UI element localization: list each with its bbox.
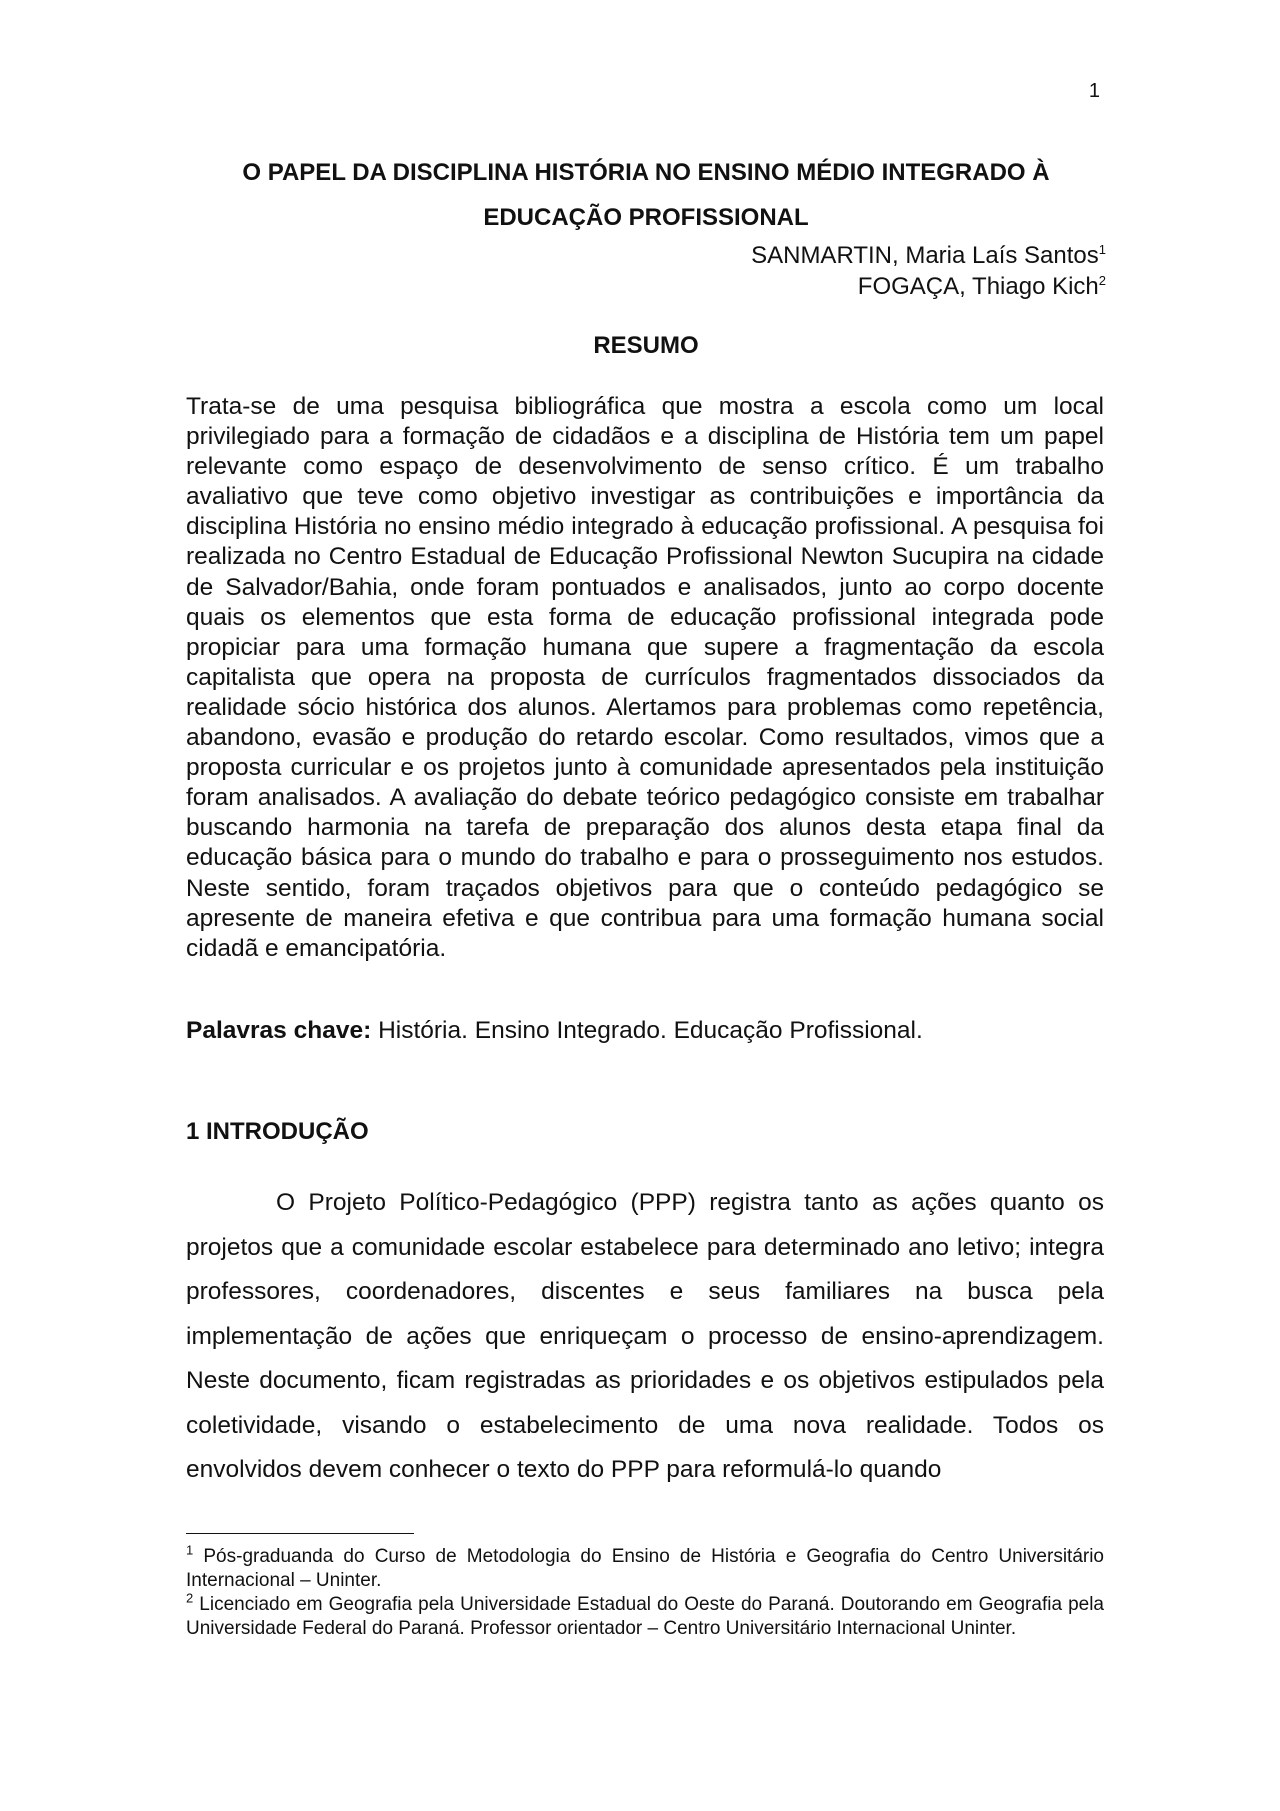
footnotes <box>186 1542 1104 1641</box>
author-list <box>186 240 1106 302</box>
footnote-marker: 2 <box>186 1590 194 1606</box>
author-name: FOGAÇA, Thiago Kich <box>857 273 1099 300</box>
footnote-ref: 2 <box>1098 273 1106 288</box>
footnote-marker: 1 <box>186 1542 194 1558</box>
author-name: SANMARTIN, Maria Laís Santos <box>751 242 1099 269</box>
abstract-heading: RESUMO <box>593 332 699 359</box>
footnote <box>186 1590 1104 1641</box>
intro-paragraph: O Projeto Político-Pedagógico (PPP) registra tanto as ações quanto os projetos que a comunidade escolar estabelece para determinado ano letivo; integra professores, coordenadores, discentes e seus familiares na busca pela implementação de ações que enriqueçam o processo de ensino-aprendizagem. Neste documento, ficam registradas as prioridades e os objetivos estipulados pela coletividade, visando o estabelecimento de uma nova realidade. Todos os envolvidos devem conhecer o texto do PPP para reformulá-lo quando <box>186 1189 1104 1483</box>
abstract-text: Trata-se de uma pesquisa bibliográfica que mostra a escola como um local privilegiado para a formação de cidadãos e a disciplina de História tem um papel relevante como espaço de desenvolvimento de senso crítico. É um trabalho avaliativo que teve como objetivo investigar as contribuições e importância da disciplina História no ensino médio integrado à educação profissional. A pesquisa foi realizada no Centro Estadual de Educação Profissional Newton Sucupira na cidade de Salvador/Bahia, onde foram pontuados e analisados, junto ao corpo docente quais os elementos que esta forma de educação profissional integrada pode propiciar para uma formação humana que supere a fragmentação da escola capitalista que opera na proposta de currículos fragmentados dissociados da realidade sócio histórica dos alunos. Alertamos para problemas como repetência, abandono, evasão e produção do retardo escolar. Como resultados, vimos que a proposta curricular e os projetos junto à comunidade apresentados pela instituição foram analisados. A avaliação do debate teórico pedagógico consiste em trabalhar buscando harmonia na tarefa de preparação dos alunos desta etapa final da educação básica para o mundo do trabalho e para o prosseguimento nos estudos. Neste sentido, foram traçados objetivos para que o conteúdo pedagógico se apresente de maneira efetiva e que contribua para uma formação humana social cidadã e emancipatória. <box>186 393 1104 962</box>
footnote-text: Licenciado em Geografia pela Universidade Estadual do Oeste do Paraná. Doutorando em Geografia pela Universidade Federal do Paraná. Professor orientador – Centro Universitário Internacional Uninter. <box>186 1594 1104 1639</box>
footnote-ref: 1 <box>1098 242 1106 257</box>
footnote-separator <box>186 1533 414 1534</box>
author-entry <box>186 271 1106 302</box>
section-heading: 1 INTRODUÇÃO <box>186 1118 369 1145</box>
page-number: 1 <box>1088 80 1100 102</box>
keywords-line <box>186 1016 1104 1046</box>
keywords-value: História. Ensino Integrado. Educação Profissional. <box>378 1017 923 1044</box>
paper-title-line-1: O PAPEL DA DISCIPLINA HISTÓRIA NO ENSINO MÉDIO INTEGRADO À <box>242 159 1050 186</box>
footnote-text: Pós-graduanda do Curso de Metodologia do Ensino de História e Geografia do Centro Universitário Internacional – Uninter. <box>186 1546 1104 1591</box>
author-entry <box>186 240 1106 271</box>
keywords-label: Palavras chave: <box>186 1017 372 1044</box>
paper-title <box>186 150 1106 240</box>
paper-title-line-2: EDUCAÇÃO PROFISSIONAL <box>483 204 809 231</box>
footnote <box>186 1542 1104 1593</box>
